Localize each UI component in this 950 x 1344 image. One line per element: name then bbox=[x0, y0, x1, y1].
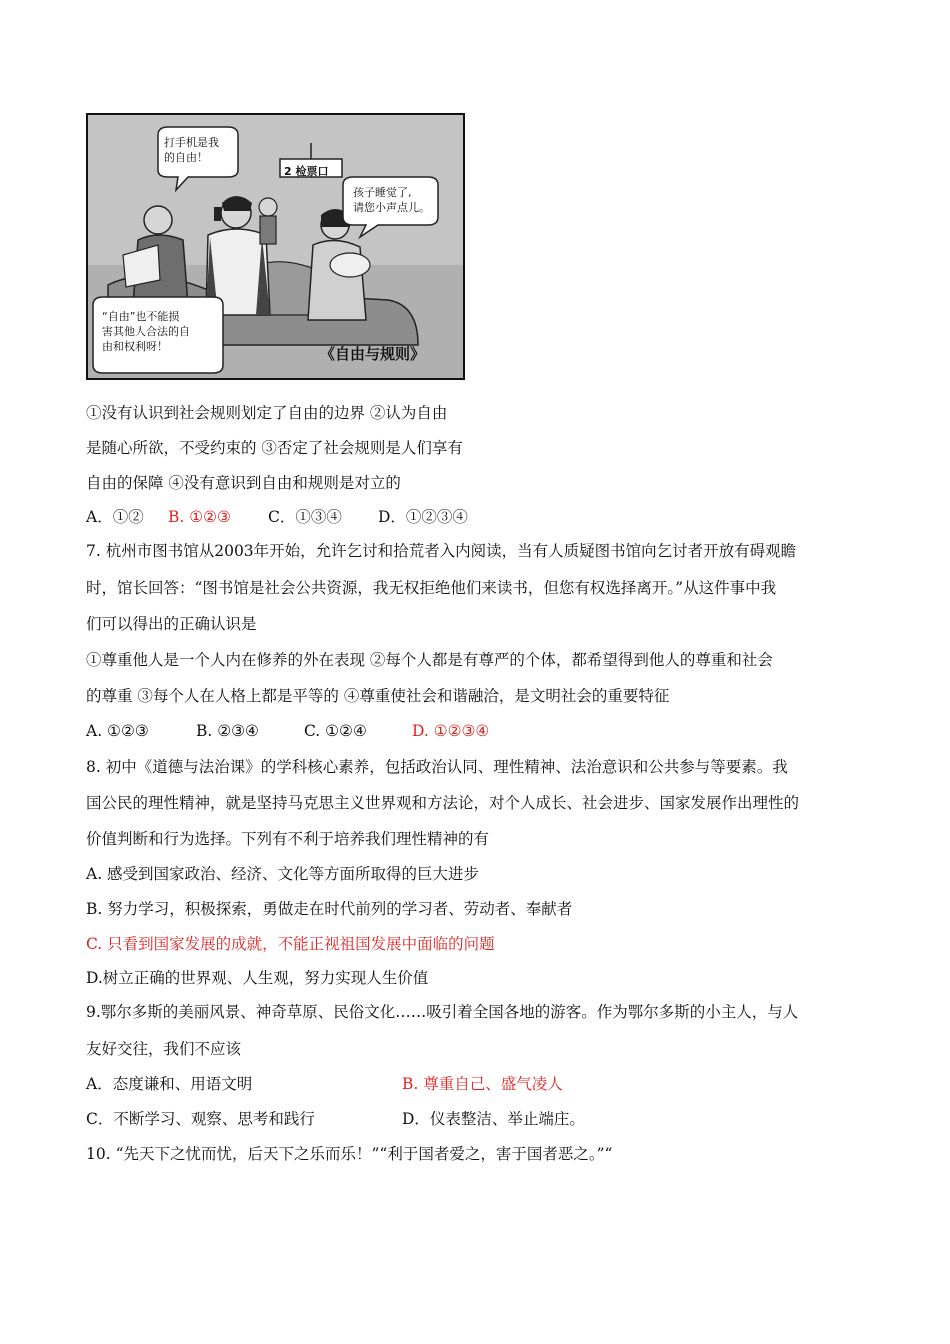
q9-option-b-answer: B. 尊重自己、盛气凌人 bbox=[402, 1075, 563, 1093]
q7-stem-line: 们可以得出的正确认识是 bbox=[86, 615, 257, 633]
cartoon-illustration bbox=[86, 113, 465, 380]
q8-stem-line: 价值判断和行为选择。下列有不利于培养我们理性精神的有 bbox=[86, 830, 490, 848]
q10-stem-line: 10. “先天下之忧而忧，后天下之乐而乐！”“利于国者爱之，害于国者恶之。”“ bbox=[86, 1145, 613, 1163]
q6-statement-line: 是随心所欲，不受约束的 ③否定了社会规则是人们享有 bbox=[86, 439, 463, 457]
bubble-line: 打手机是我 bbox=[164, 136, 219, 149]
q7-option-d-answer: D. ①②③④ bbox=[412, 722, 490, 740]
q9-options-row-2 bbox=[86, 1109, 585, 1129]
q8-stem-line: 8. 初中《道德与法治课》的学科核心素养，包括政治认同、理性精神、法治意识和公共参与等要素。我 bbox=[86, 758, 788, 776]
bubble-baby-sleeping bbox=[353, 185, 430, 215]
q6-statement-line: 自由的保障 ④没有意识到自由和规则是对立的 bbox=[86, 474, 401, 492]
q7-option-c: C. ①②④ bbox=[304, 722, 367, 740]
q7-statement-line: 的尊重 ③每个人在人格上都是平等的 ④尊重使社会和谐融洽，是文明社会的重要特征 bbox=[86, 687, 670, 705]
bubble-line: 的自由！ bbox=[164, 151, 208, 164]
q8-option-d: D.树立正确的世界观、人生观，努力实现人生价值 bbox=[86, 969, 429, 987]
q8-option-b: B. 努力学习，积极探索，勇做走在时代前列的学习者、劳动者、奉献者 bbox=[86, 900, 573, 918]
q6-statement-line: ①没有认识到社会规则划定了自由的边界 ②认为自由 bbox=[86, 404, 448, 422]
q6-option-a: A．①② bbox=[86, 508, 144, 526]
q8-option-a: A. 感受到国家政治、经济、文化等方面所取得的巨大进步 bbox=[86, 865, 480, 883]
q9-stem-line: 友好交往，我们不应该 bbox=[86, 1040, 242, 1058]
bubble-freedom-rights bbox=[102, 309, 190, 354]
gate-sign: 2 检票口 bbox=[284, 165, 329, 178]
q7-options bbox=[86, 721, 489, 741]
q9-option-a: A．态度谦和、用语文明 bbox=[86, 1075, 253, 1093]
q8-stem-line: 国公民的理性精神，就是坚持马克思主义世界观和方法论，对个人成长、社会进步、国家发展作出理性的 bbox=[86, 794, 800, 812]
q9-option-c: C．不断学习、观察、思考和践行 bbox=[86, 1110, 315, 1128]
q7-stem-line: 7. 杭州市图书馆从2003年开始，允许乞讨和拾荒者入内阅读，当有人质疑图书馆向乞讨者开放有碍观瞻 bbox=[86, 542, 797, 560]
q7-stem-line: 时，馆长回答：“图书馆是社会公共资源，我无权拒绝他们来读书，但您有权选择离开。”从这件事中我 bbox=[86, 579, 777, 597]
bubble-line: 害其他人合法的自 bbox=[102, 325, 190, 338]
bubble-line: 孩子睡觉了, bbox=[353, 186, 412, 199]
q7-option-a: A. ①②③ bbox=[86, 722, 149, 740]
bubble-phone-freedom bbox=[164, 135, 219, 165]
bubble-line: 请您小声点儿。 bbox=[353, 201, 430, 214]
q8-option-c-answer: C. 只看到国家发展的成就，不能正视祖国发展中面临的问题 bbox=[86, 935, 495, 953]
q7-statement-line: ①尊重他人是一个人内在修养的外在表现 ②每个人都是有尊严的个体，都希望得到他人的尊重和社会 bbox=[86, 651, 773, 669]
q6-option-c: C．①③④ bbox=[268, 508, 342, 526]
q9-options-row-1 bbox=[86, 1074, 563, 1094]
cartoon-caption: 《自由与规则》 bbox=[320, 345, 426, 363]
q9-option-d: D．仪表整洁、举止端庄。 bbox=[402, 1110, 585, 1128]
q6-option-d: D．①②③④ bbox=[378, 508, 468, 526]
bubble-line: 由和权利呀！ bbox=[102, 340, 168, 353]
q9-stem-line: 9.鄂尔多斯的美丽风景、神奇草原、民俗文化……吸引着全国各地的游客。作为鄂尔多斯的小主人，与人 bbox=[86, 1003, 799, 1021]
q6-options bbox=[86, 507, 468, 527]
q7-option-b: B. ②③④ bbox=[196, 722, 259, 740]
q6-option-b-answer: B. ①②③ bbox=[168, 508, 231, 526]
bubble-line: “自由”也不能损 bbox=[102, 310, 180, 323]
